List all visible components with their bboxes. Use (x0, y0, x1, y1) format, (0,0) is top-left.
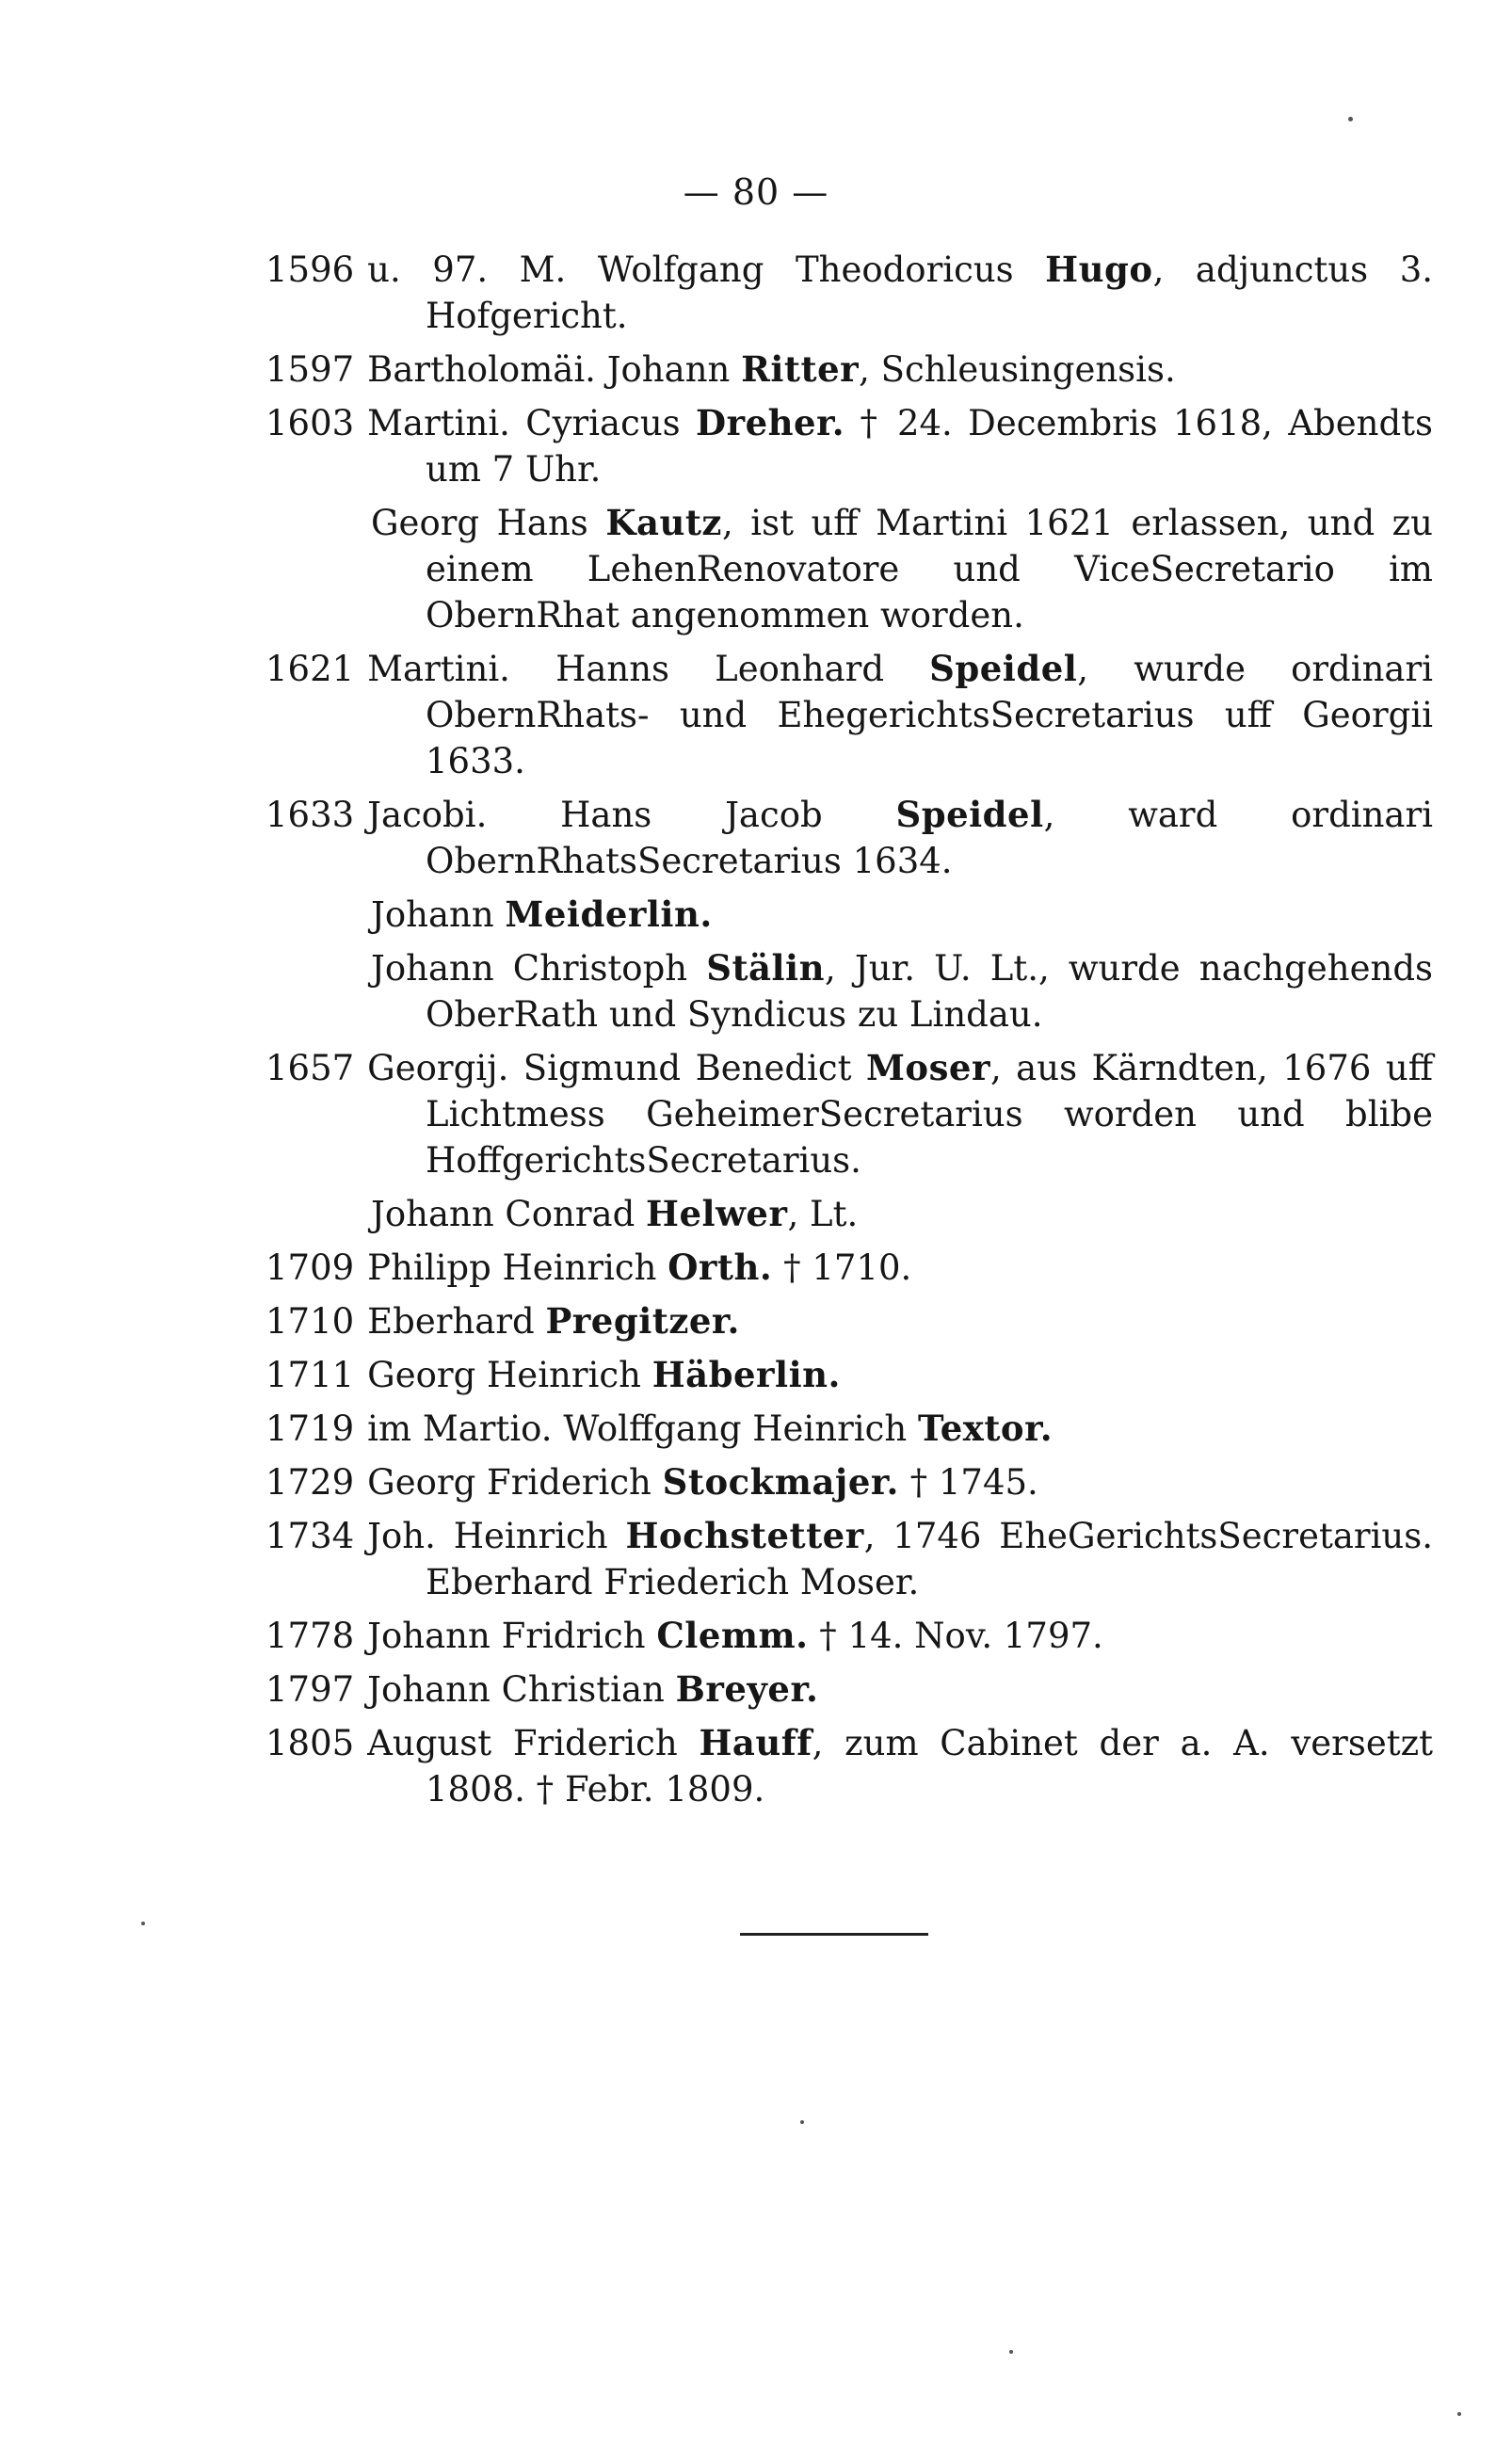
entry-1596 (265, 247, 1433, 339)
entry-text: , 1746 EheGerichtsSecretarius. Eberhard Friederich Moser. (426, 1516, 1433, 1602)
entry-text: , aus Kärndten, 1676 uff Lichtmess GeheimerSecretarius worden und blibe HoffgerichtsSecretarius. (426, 1048, 1433, 1181)
entry-name: Hugo (1045, 249, 1153, 290)
entry-name: Moser (865, 1047, 990, 1088)
entry-name: Hochstetter (625, 1515, 864, 1556)
entry-name: Orth. (668, 1247, 773, 1288)
entry-year: 1603 (265, 403, 355, 443)
entry-1711 (265, 1352, 1433, 1398)
entry-text: , Jur. U. Lt., wurde nachgehends OberRath und Syndicus zu Lindau. (426, 948, 1433, 1035)
entry-text: † 1745. (898, 1462, 1038, 1503)
entry-year: 1597 (265, 349, 355, 390)
entry-1729 (265, 1459, 1433, 1505)
entry-text: Johann Fridrich (367, 1616, 657, 1656)
entry-1719 (265, 1406, 1433, 1452)
entry-staelin (265, 945, 1433, 1038)
entry-text: , adjunctus 3. Hofgericht. (426, 249, 1433, 336)
entry-text: , wurde ordinari ObernRhats- und EhegerichtsSecretarius uff Georgii 1633. (426, 649, 1433, 781)
entry-text: , ist uff Martini 1621 erlassen, und zu einem LehenRenovatore und ViceSecretario im ObernRhat angenommen worden. (426, 503, 1433, 636)
entry-name: Dreher. (696, 402, 845, 443)
entry-meiderlin (265, 892, 1433, 938)
entry-text: Johann (371, 894, 506, 935)
paper-speck (1457, 2412, 1461, 2416)
entry-text: im Martio. Wolffgang Heinrich (367, 1408, 918, 1449)
entry-year: 1621 (265, 649, 355, 689)
paper-speck (1348, 117, 1353, 121)
entry-name: Clemm. (656, 1615, 809, 1656)
entry-1797 (265, 1666, 1433, 1713)
entry-year: 1805 (265, 1723, 355, 1763)
entry-text: Joh. Heinrich (367, 1516, 626, 1556)
entry-text: Georg Friderich (367, 1462, 663, 1503)
entry-text: Jacobi. Hans Jacob (367, 795, 896, 835)
entry-1778 (265, 1613, 1433, 1659)
entry-text: Martini. Cyriacus (367, 403, 697, 443)
entry-name: Breyer. (675, 1668, 819, 1710)
entry-name: Speidel (895, 794, 1044, 835)
entry-text: Johann Christian (367, 1669, 676, 1710)
entry-1597 (265, 346, 1433, 393)
entry-text: u. 97. M. Wolfgang Theodoricus (367, 249, 1046, 290)
entry-text: Georg Heinrich (367, 1355, 652, 1395)
paper-speck (1009, 2350, 1013, 2354)
entry-text: Martini. Hanns Leonhard (367, 649, 930, 689)
entry-text: Philipp Heinrich (367, 1247, 668, 1288)
entry-name: Ritter (741, 348, 860, 390)
entry-text: Eberhard (367, 1301, 546, 1342)
entry-text: Bartholomäi. Johann (367, 349, 742, 390)
entry-text: † 1710. (772, 1247, 912, 1288)
entry-1603 (265, 400, 1433, 492)
paper-speck (800, 2120, 804, 2124)
paper-speck (141, 1922, 145, 1925)
entry-text: , ward ordinari ObernRhatsSecretarius 1634. (426, 795, 1434, 881)
page-number: — 80 — (683, 171, 829, 213)
entry-1734 (265, 1513, 1433, 1605)
entry-name: Pregitzer. (545, 1300, 740, 1342)
entry-1621 (265, 646, 1433, 784)
entry-name: Helwer (646, 1193, 788, 1234)
entry-text: † 24. Decembris 1618, Abendts um 7 Uhr. (426, 403, 1433, 490)
entry-name: Kautz (605, 502, 722, 543)
entry-1657 (265, 1045, 1433, 1183)
entry-year: 1729 (265, 1462, 355, 1503)
entry-text: , Schleusingensis. (859, 349, 1176, 390)
entry-1633 (265, 792, 1433, 884)
entry-year: 1711 (265, 1355, 355, 1395)
entry-helwer (265, 1191, 1433, 1237)
entry-year: 1719 (265, 1408, 355, 1449)
section-end-rule (740, 1933, 928, 1936)
entry-name: Stockmajer. (662, 1461, 899, 1503)
entry-year: 1709 (265, 1247, 355, 1288)
entry-text: Johann Christoph (371, 948, 707, 989)
entry-text: † 14. Nov. 1797. (808, 1616, 1103, 1656)
entry-kautz (265, 500, 1433, 638)
entry-year: 1797 (265, 1669, 355, 1710)
entry-year: 1596 (265, 249, 355, 290)
entry-name: Speidel (929, 648, 1078, 689)
entry-year: 1710 (265, 1301, 355, 1342)
entry-1709 (265, 1245, 1433, 1291)
entry-year: 1633 (265, 795, 355, 835)
entry-text: Georgij. Sigmund Benedict (367, 1048, 866, 1088)
entry-list (265, 247, 1433, 1820)
entry-name: Hauff (699, 1722, 812, 1763)
entry-text: , zum Cabinet der a. A. versetzt 1808. † Febr. 1809. (426, 1723, 1433, 1810)
entry-name: Meiderlin. (505, 893, 713, 935)
entry-year: 1657 (265, 1048, 355, 1088)
entry-name: Textor. (917, 1408, 1054, 1449)
entry-year: 1734 (265, 1516, 355, 1556)
entry-text: , Lt. (787, 1194, 859, 1234)
entry-1710 (265, 1298, 1433, 1344)
entry-text: Georg Hans (371, 503, 606, 543)
entry-year: 1778 (265, 1616, 355, 1656)
entry-text: Johann Conrad (371, 1194, 647, 1234)
entry-name: Häberlin. (651, 1354, 841, 1395)
entry-1805 (265, 1720, 1433, 1812)
entry-name: Stälin (706, 947, 826, 989)
entry-text: August Friderich (367, 1723, 700, 1763)
